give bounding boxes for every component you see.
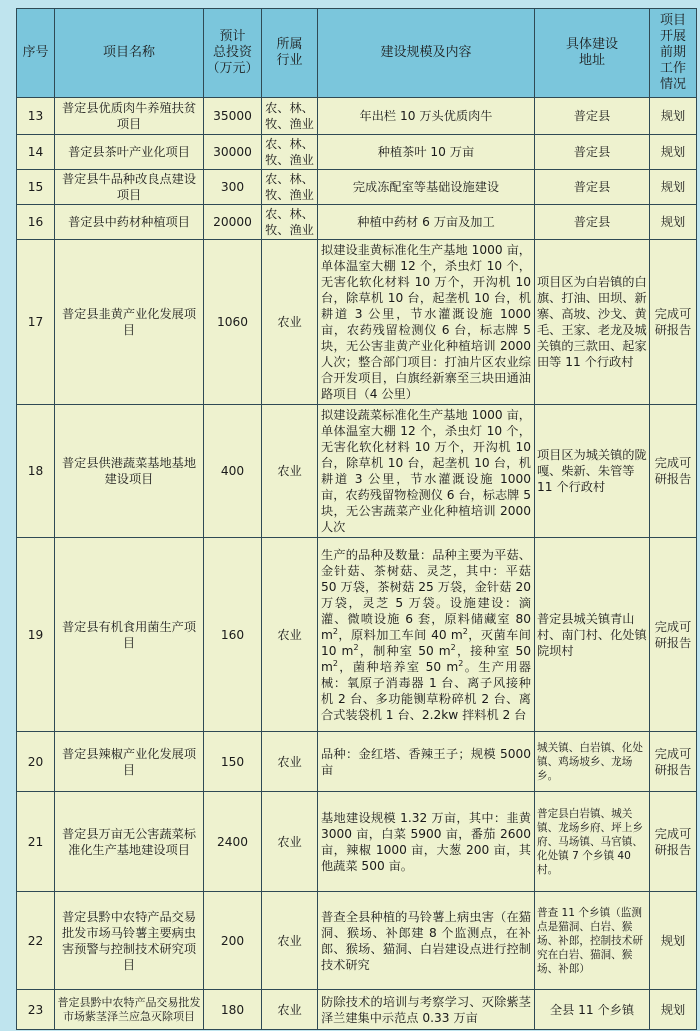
row-scale: 拟建设蔬菜标准化生产基地 1000 亩，单体温室大棚 12 个，杀虫灯 10 个，无害化软化材料 10 万个，开沟机 10 台，除草机 10 台，起垄机 10 台，机耕道 3 公里，节水灌溉设施 1000 亩，农药残留物检测仪 6 台，标志牌 5 块，无公害蔬菜产业化种植培训 2000 人次 [318,405,535,538]
row-address: 项目区为城关镇的陇嘎、柴新、朱管等 11 个行政村 [535,405,650,538]
row-name: 普定县韭黄产业化发展项目 [55,240,204,405]
row-invest: 300 [204,170,262,205]
row-status: 完成可研报告 [650,240,697,405]
table-row [17,98,697,135]
row-scale: 种植茶叶 10 万亩 [318,135,535,170]
row-scale: 种植中药材 6 万亩及加工 [318,205,535,240]
row-address: 普定县 [535,205,650,240]
row-industry: 农业 [262,538,318,732]
col-header-address: 具体建设 地址 [535,9,650,98]
row-no: 15 [17,170,55,205]
row-status: 规划 [650,135,697,170]
row-scale: 品种：金红塔、香辣王子；规模 5000 亩 [318,732,535,792]
row-industry: 农业 [262,732,318,792]
row-name: 普定县黔中农特产品交易批发市场紫茎泽兰应急灭除项目 [55,990,204,1030]
row-scale: 基地建设规模 1.32 万亩，其中：韭黄 3000 亩，白菜 5900 亩，番茄 2600 亩，辣椒 1000 亩，大葱 200 亩，其他蔬菜 500 亩。 [318,792,535,892]
row-scale: 生产的品种及数量：品种主要为平菇、金针菇、茶树菇、灵芝，其中：平菇 50 万袋，茶树菇 25 万袋，金针菇 20 万袋，灵芝 5 万袋。设施建设：滴灌、微喷设施 6 套，原料储藏室 80 $m^2$，原料加工车间 40 $m^2$，灭菌车间 10 $m^2$，制种室 50 $m^2$，接种室 50 $m^2$，菌种培养室 50 $m^2$。生产用器械：氧原子消毒器 1 台、离子风接种机 2 台、多功能铡草粉碎机 2 台、离合式装袋机 1 台、2.2kw 拌料机 2 台 [318,538,535,732]
row-name: 普定县黔中农特产品交易批发市场马铃薯主要病虫害预警与控制技术研究项目 [55,892,204,990]
row-invest: 30000 [204,135,262,170]
col-header-status: 项目 开展 前期 工作 情况 [650,9,697,98]
row-invest: 2400 [204,792,262,892]
row-name: 普定县供港蔬菜基地基地建设项目 [55,405,204,538]
table-row [17,892,697,990]
project-table [16,8,697,1030]
row-name: 普定县有机食用菌生产项目 [55,538,204,732]
row-industry: 农业 [262,240,318,405]
table-row [17,538,697,732]
col-header-name: 项目名称 [55,9,204,98]
row-status: 规划 [650,205,697,240]
table-row [17,732,697,792]
row-scale: 拟建设韭黄标准化生产基地 1000 亩，单体温室大棚 12 个，杀虫灯 10 个，无害化软化材料 10 万个，开沟机 10 台，除草机 10 台，起垄机 10 台，机耕道 3 公里，节水灌溉设施 1000 亩，农药残留检测仪 6 台，标志牌 5 块，无公害韭黄产业化种植培训 2000 人次；整合部门项目：打油片区农业综合开发项目，白旗经新寨至三块田通油路项目（4 公里） [318,240,535,405]
row-no: 13 [17,98,55,135]
row-invest: 20000 [204,205,262,240]
row-invest: 180 [204,990,262,1030]
row-invest: 35000 [204,98,262,135]
table-row [17,405,697,538]
row-scale: 完成冻配室等基础设施建设 [318,170,535,205]
row-status: 完成可研报告 [650,792,697,892]
row-address: 普定县白岩镇、城关镇、龙场乡府、坪上乡府、马场镇、马官镇、化处镇 7 个乡镇 40 村。 [535,792,650,892]
row-invest: 200 [204,892,262,990]
row-invest: 160 [204,538,262,732]
table-row [17,240,697,405]
row-invest: 1060 [204,240,262,405]
table-row [17,135,697,170]
row-address: 普定县城关镇青山村、南门村、化处镇院坝村 [535,538,650,732]
row-scale: 年出栏 10 万头优质肉牛 [318,98,535,135]
row-no: 19 [17,538,55,732]
col-header-industry: 所属 行业 [262,9,318,98]
row-name: 普定县牛品种改良点建设项目 [55,170,204,205]
row-scale: 防除技术的培训与考察学习、灭除紫茎泽兰建集中示范点 0.33 万亩 [318,990,535,1030]
row-status: 规划 [650,170,697,205]
row-invest: 150 [204,732,262,792]
row-address: 普定县 [535,135,650,170]
row-industry: 农、林、牧、渔业 [262,170,318,205]
row-industry: 农业 [262,990,318,1030]
row-name: 普定县中药材种植项目 [55,205,204,240]
row-no: 16 [17,205,55,240]
header-row [17,9,697,98]
row-no: 17 [17,240,55,405]
row-industry: 农业 [262,792,318,892]
table-row [17,205,697,240]
row-name: 普定县辣椒产业化发展项目 [55,732,204,792]
table-row [17,792,697,892]
row-status: 规划 [650,990,697,1030]
row-address: 普定县 [535,170,650,205]
row-no: 22 [17,892,55,990]
row-address: 项目区为白岩镇的白旗、打油、田坝、新寨、高坡、沙戈、黄毛、王家、老龙及城关镇的三款田、起家田等 11 个行政村 [535,240,650,405]
row-status: 完成可研报告 [650,732,697,792]
col-header-scale: 建设规模及内容 [318,9,535,98]
row-address: 普定县 [535,98,650,135]
row-no: 14 [17,135,55,170]
row-status: 规划 [650,892,697,990]
row-address: 城关镇、白岩镇、化处镇、鸡场坡乡、龙场乡。 [535,732,650,792]
row-name: 普定县万亩无公害蔬菜标准化生产基地建设项目 [55,792,204,892]
row-name: 普定县茶叶产业化项目 [55,135,204,170]
row-industry: 农、林、牧、渔业 [262,205,318,240]
row-industry: 农业 [262,405,318,538]
row-industry: 农、林、牧、渔业 [262,98,318,135]
row-name: 普定县优质肉牛养殖扶贫项目 [55,98,204,135]
row-industry: 农、林、牧、渔业 [262,135,318,170]
row-address: 全县 11 个乡镇 [535,990,650,1030]
row-status: 完成可研报告 [650,405,697,538]
row-no: 18 [17,405,55,538]
row-no: 23 [17,990,55,1030]
row-status: 规划 [650,98,697,135]
row-status: 完成可研报告 [650,538,697,732]
row-scale: 普查全县种植的马铃薯上病虫害（在猫洞、猴场、补郎建 8 个监测点，在补郎、猴场、猫洞、白岩建设点进行控制技术研究 [318,892,535,990]
row-no: 20 [17,732,55,792]
table-row [17,170,697,205]
table-row [17,990,697,1030]
col-header-invest: 预计 总投资 （万元） [204,9,262,98]
col-header-no: 序号 [17,9,55,98]
row-invest: 400 [204,405,262,538]
row-industry: 农业 [262,892,318,990]
row-no: 21 [17,792,55,892]
row-address: 普查 11 个乡镇（监测点是猫洞、白岩、猴场、补郎，控制技术研究在白岩、猫洞、猴场、补郎） [535,892,650,990]
